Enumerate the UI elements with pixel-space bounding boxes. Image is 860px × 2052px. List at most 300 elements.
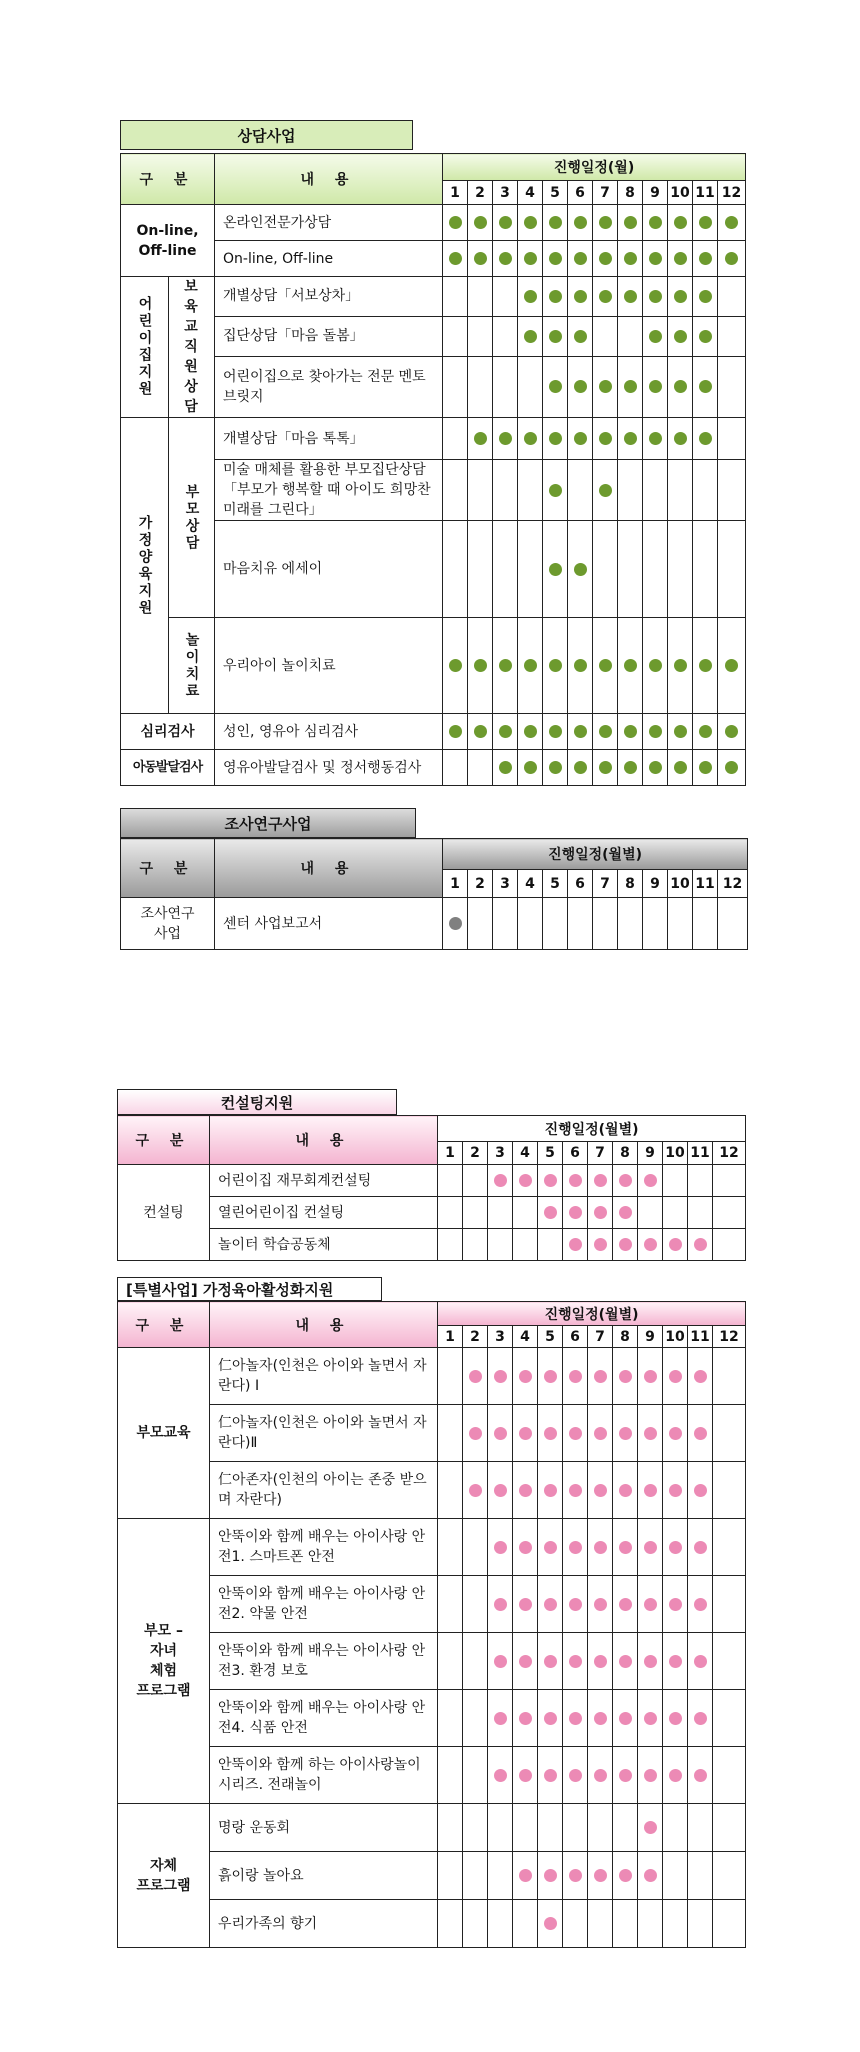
month-cell [613,1197,638,1229]
schedule-dot [499,216,512,229]
month-cell [618,750,643,786]
month-cell [613,1804,638,1852]
month-cell [693,898,718,950]
month-header: 4 [513,1326,538,1348]
month-cell [643,521,668,618]
col-header-category: 구 분 [121,839,215,898]
month-cell [718,460,746,521]
schedule-dot [569,1869,582,1882]
category-online: On-line, Off-line [121,205,215,277]
month-cell [613,1900,638,1948]
month-cell [493,714,518,750]
month-cell [468,618,493,714]
month-cell [518,521,543,618]
month-header: 11 [688,1326,713,1348]
month-cell [463,1165,488,1197]
month-cell [443,356,468,417]
schedule-dot [674,380,687,393]
month-cell [643,418,668,460]
schedule-dot [649,761,662,774]
month-cell [513,1229,538,1261]
month-cell [718,750,746,786]
schedule-dot [619,1769,632,1782]
month-cell [443,205,468,241]
schedule-dot [594,1238,607,1251]
schedule-dot [494,1541,507,1554]
month-cell [568,316,593,356]
schedule-dot [494,1712,507,1725]
month-cell [593,205,618,241]
month-cell [513,1747,538,1804]
schedule-dot [624,216,637,229]
month-cell [443,316,468,356]
month-cell [563,1165,588,1197]
month-cell [568,898,593,950]
schedule-dot [469,1484,482,1497]
month-cell [593,460,618,521]
schedule-dot [594,1370,607,1383]
schedule-dot [619,1427,632,1440]
month-cell [488,1197,513,1229]
schedule-dot [649,380,662,393]
month-cell [513,1405,538,1462]
month-cell [563,1229,588,1261]
activity-content: 안뚝이와 함께 배우는 아이사랑 안전4. 식품 안전 [210,1690,438,1747]
month-cell [518,205,543,241]
month-cell [518,241,543,277]
month-cell [638,1900,663,1948]
section-title-consulting: 컨설팅지원 [117,1089,397,1115]
month-cell [593,714,618,750]
month-cell [713,1804,746,1852]
month-cell [668,277,693,317]
month-cell [663,1462,688,1519]
schedule-dot [499,761,512,774]
schedule-dot [449,252,462,265]
month-cell [488,1576,513,1633]
schedule-dot [669,1427,682,1440]
activity-content: 영유아발달검사 및 정서행동검사 [215,750,443,786]
activity-content: 안뚝이와 함께 배우는 아이사랑 안전2. 약물 안전 [210,1576,438,1633]
month-cell [443,618,468,714]
activity-content: 마음치유 에세이 [215,521,443,618]
schedule-dot [694,1427,707,1440]
month-cell [538,1462,563,1519]
month-cell [668,205,693,241]
activity-content: 미술 매체를 활용한 부모집단상담 「부모가 행복할 때 아이도 희망찬 미래를 그린다」 [215,460,443,521]
month-cell [718,205,746,241]
month-cell [593,316,618,356]
month-cell [493,277,518,317]
month-cell [713,1633,746,1690]
schedule-dot [699,216,712,229]
month-cell [688,1633,713,1690]
month-cell [543,460,568,521]
month-cell [713,1229,746,1261]
category-own-program: 자체 프로그램 [118,1804,210,1948]
month-cell [488,1405,513,1462]
month-header: 10 [663,1142,688,1165]
col-header-schedule: 진행일정(월별) [443,839,748,870]
month-header: 8 [618,181,643,205]
month-cell [643,898,668,950]
month-cell [463,1576,488,1633]
month-cell [613,1852,638,1900]
month-cell [663,1900,688,1948]
counseling-schedule-table [120,153,746,786]
activity-content: 안뚝이와 함께 하는 아이사랑놀이시리즈. 전래놀이 [210,1747,438,1804]
schedule-dot [649,290,662,303]
month-cell [663,1747,688,1804]
month-cell [438,1633,463,1690]
month-cell [518,356,543,417]
section-title-special: [특별사업] 가정육아활성화지원 [117,1277,382,1301]
schedule-dot [674,725,687,738]
month-cell [618,898,643,950]
month-header: 9 [638,1142,663,1165]
month-cell [563,1900,588,1948]
month-cell [563,1197,588,1229]
schedule-dot [599,659,612,672]
month-cell [543,418,568,460]
month-header: 5 [538,1142,563,1165]
schedule-dot [624,659,637,672]
month-cell [438,1229,463,1261]
month-cell [438,1519,463,1576]
month-cell [663,1197,688,1229]
month-cell [538,1165,563,1197]
month-header: 7 [593,870,618,898]
month-cell [618,205,643,241]
month-cell [693,205,718,241]
month-cell [488,1633,513,1690]
month-cell [568,205,593,241]
schedule-dot [544,1655,557,1668]
month-cell [563,1405,588,1462]
activity-content: 우리가족의 향기 [210,1900,438,1948]
activity-content: 仁아존자(인천의 아이는 존중 받으며 자란다) [210,1462,438,1519]
month-cell [588,1165,613,1197]
schedule-dot [474,432,487,445]
schedule-dot [569,1769,582,1782]
schedule-dot [524,659,537,672]
month-cell [688,1804,713,1852]
schedule-dot [594,1174,607,1187]
category-consulting: 컨설팅 [118,1165,210,1261]
schedule-dot [544,1598,557,1611]
month-cell [663,1348,688,1405]
month-cell [513,1519,538,1576]
month-cell [668,521,693,618]
schedule-dot [524,761,537,774]
month-cell [538,1229,563,1261]
month-cell [543,241,568,277]
month-cell [443,418,468,460]
month-cell [643,277,668,317]
month-cell [568,356,593,417]
month-header: 8 [613,1142,638,1165]
activity-content: 안뚝이와 함께 배우는 아이사랑 안전1. 스마트폰 안전 [210,1519,438,1576]
schedule-dot [619,1174,632,1187]
month-cell [663,1852,688,1900]
month-cell [493,750,518,786]
schedule-dot [449,659,462,672]
month-cell [618,618,643,714]
month-cell [443,521,468,618]
schedule-dot [644,1655,657,1668]
month-cell [593,356,618,417]
month-cell [493,316,518,356]
month-cell [593,521,618,618]
col-header-content: 내 용 [210,1116,438,1165]
month-cell [568,241,593,277]
month-cell [438,1197,463,1229]
month-cell [438,1690,463,1747]
month-cell [663,1690,688,1747]
activity-content: 놀이터 학습공동체 [210,1229,438,1261]
month-header: 11 [693,870,718,898]
schedule-dot [524,216,537,229]
month-cell [513,1633,538,1690]
month-cell [513,1576,538,1633]
month-cell [513,1690,538,1747]
month-cell [468,898,493,950]
schedule-dot [725,216,738,229]
month-cell [668,714,693,750]
schedule-dot [649,252,662,265]
month-cell [588,1690,613,1747]
schedule-dot [694,1238,707,1251]
month-cell [443,460,468,521]
month-cell [588,1852,613,1900]
schedule-dot [494,1769,507,1782]
month-cell [538,1348,563,1405]
month-header: 7 [588,1142,613,1165]
schedule-dot [544,1370,557,1383]
month-cell [563,1690,588,1747]
schedule-dot [474,252,487,265]
month-cell [518,618,543,714]
month-cell [463,1747,488,1804]
activity-content: 우리아이 놀이치료 [215,618,443,714]
month-cell [518,418,543,460]
schedule-dot [474,659,487,672]
month-cell [488,1165,513,1197]
schedule-dot [569,1238,582,1251]
month-cell [488,1348,513,1405]
schedule-dot [574,252,587,265]
month-cell [613,1348,638,1405]
schedule-dot [544,1712,557,1725]
schedule-dot [594,1427,607,1440]
month-cell [688,1747,713,1804]
month-cell [513,1165,538,1197]
month-header: 3 [493,181,518,205]
schedule-dot [619,1598,632,1611]
month-cell [438,1348,463,1405]
month-cell [543,316,568,356]
month-header: 12 [713,1326,746,1348]
schedule-dot [469,1370,482,1383]
col-header-schedule: 진행일정(월별) [438,1116,746,1142]
month-cell [643,316,668,356]
schedule-dot [599,216,612,229]
month-cell [538,1852,563,1900]
schedule-dot [549,432,562,445]
month-cell [488,1747,513,1804]
schedule-dot [594,1206,607,1219]
schedule-dot [544,1541,557,1554]
month-header: 9 [638,1326,663,1348]
month-cell [438,1747,463,1804]
month-cell [463,1462,488,1519]
month-cell [688,1165,713,1197]
month-header: 11 [688,1142,713,1165]
schedule-dot [549,659,562,672]
month-cell [438,1852,463,1900]
col-header-category: 구 분 [118,1116,210,1165]
month-cell [638,1462,663,1519]
month-cell [563,1633,588,1690]
schedule-dot [574,725,587,738]
month-cell [493,418,518,460]
month-cell [538,1804,563,1852]
schedule-dot [569,1655,582,1668]
activity-content: 개별상담「마음 톡톡」 [215,418,443,460]
schedule-dot [574,563,587,576]
month-header: 12 [718,870,748,898]
schedule-dot [699,330,712,343]
month-header: 2 [463,1326,488,1348]
month-cell [643,750,668,786]
schedule-dot [549,761,562,774]
schedule-dot [549,216,562,229]
schedule-dot [494,1174,507,1187]
month-cell [488,1690,513,1747]
month-cell [538,1576,563,1633]
schedule-dot [644,1370,657,1383]
activity-content: 성인, 영유아 심리검사 [215,714,443,750]
month-cell [613,1747,638,1804]
consulting-schedule-table [117,1115,746,1261]
schedule-dot [619,1655,632,1668]
schedule-dot [544,1206,557,1219]
schedule-dot [469,1427,482,1440]
activity-content: 안뚝이와 함께 배우는 아이사랑 안전3. 환경 보호 [210,1633,438,1690]
month-cell [543,714,568,750]
month-cell [538,1747,563,1804]
schedule-dot [624,252,637,265]
month-cell [693,418,718,460]
schedule-dot [669,1655,682,1668]
month-cell [488,1900,513,1948]
schedule-dot [644,1598,657,1611]
month-header: 10 [668,181,693,205]
schedule-dot [644,1174,657,1187]
schedule-dot [574,432,587,445]
schedule-dot [494,1484,507,1497]
schedule-dot [624,725,637,738]
month-cell [618,356,643,417]
month-cell [493,356,518,417]
month-cell [668,316,693,356]
month-cell [588,1900,613,1948]
month-cell [488,1462,513,1519]
month-cell [543,205,568,241]
month-cell [613,1165,638,1197]
special-schedule-table [117,1301,746,1948]
schedule-dot [644,1541,657,1554]
schedule-dot [519,1712,532,1725]
month-header: 2 [468,870,493,898]
month-cell [613,1405,638,1462]
month-cell [593,241,618,277]
schedule-dot [449,917,462,930]
schedule-dot [699,290,712,303]
month-header: 2 [468,181,493,205]
schedule-dot [494,1370,507,1383]
month-cell [693,277,718,317]
col-header-schedule: 진행일정(월별) [438,1302,746,1326]
month-cell [563,1348,588,1405]
schedule-dot [549,484,562,497]
schedule-dot [669,1370,682,1383]
schedule-dot [674,659,687,672]
month-cell [688,1852,713,1900]
month-cell [538,1900,563,1948]
month-cell [468,356,493,417]
month-cell [468,205,493,241]
month-cell [693,618,718,714]
month-cell [468,241,493,277]
category-daycare-staff: 보육교직원상담 [169,277,215,418]
month-cell [463,1405,488,1462]
schedule-dot [669,1598,682,1611]
month-cell [513,1197,538,1229]
section-title-research: 조사연구사업 [120,808,416,838]
month-cell [568,714,593,750]
month-header: 8 [613,1326,638,1348]
month-cell [668,241,693,277]
schedule-dot [619,1712,632,1725]
schedule-dot [694,1484,707,1497]
schedule-dot [624,432,637,445]
month-cell [713,1165,746,1197]
schedule-dot [619,1484,632,1497]
month-cell [663,1519,688,1576]
month-cell [618,460,643,521]
schedule-dot [599,290,612,303]
schedule-dot [519,1769,532,1782]
month-cell [638,1852,663,1900]
schedule-dot [599,725,612,738]
schedule-dot [574,290,587,303]
month-cell [443,241,468,277]
schedule-dot [574,216,587,229]
month-cell [588,1633,613,1690]
schedule-dot [694,1598,707,1611]
schedule-dot [519,1484,532,1497]
schedule-dot [499,659,512,672]
category-parent-education: 부모교육 [118,1348,210,1519]
month-header: 3 [488,1142,513,1165]
month-cell [713,1519,746,1576]
schedule-dot [624,761,637,774]
category-dev-test: 아동발달검사 [121,750,215,786]
month-cell [513,1804,538,1852]
month-cell [463,1348,488,1405]
month-cell [618,418,643,460]
